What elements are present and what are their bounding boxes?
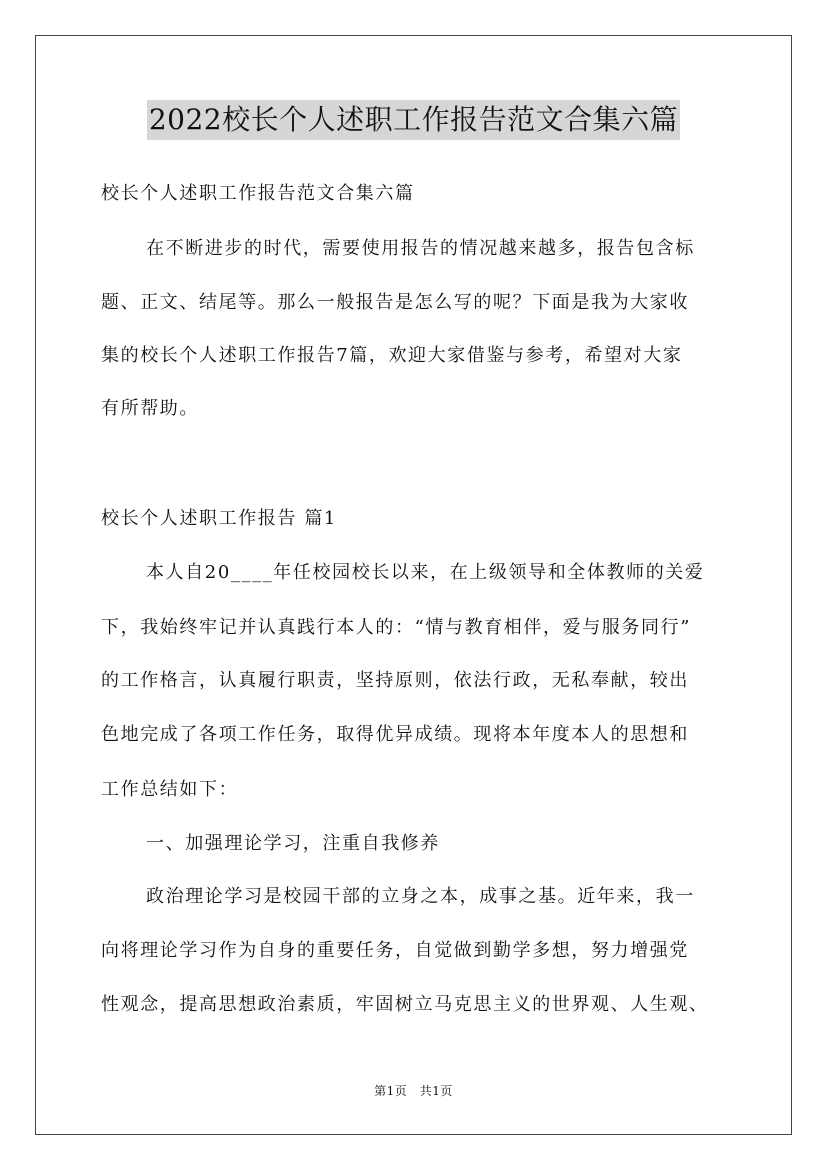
body-line: 性观念，提高思想政治素质，牢固树立马克思主义的世界观、人生观、	[101, 994, 709, 1015]
body-line: 政治理论学习是校园干部的立身之本，成事之基。近年来，我一	[146, 886, 695, 907]
body-line: 下，我始终牢记并认真践行本人的：“情与教育相伴，爱与服务同行”	[101, 617, 692, 638]
body-line: 色地完成了各项工作任务，取得优异成绩。现将本年度本人的思想和	[101, 724, 689, 745]
document-title	[0, 100, 827, 142]
body-line: 的工作格言，认真履行职责，坚持原则，依法行政，无私奉献，较出	[101, 670, 689, 691]
body-line: 本人自20____年任校园校长以来，在上级领导和全体教师的关爱	[146, 562, 705, 583]
document-title-text: 2022校长个人述职工作报告范文合集六篇	[147, 100, 680, 140]
body-line: 工作总结如下：	[101, 779, 239, 800]
page-number: 第1页 共1页	[374, 1084, 453, 1098]
section-heading: 校长个人述职工作报告 篇1	[101, 508, 337, 529]
intro-line: 有所帮助。	[101, 398, 199, 419]
intro-line: 题、正文、结尾等。那么一般报告是怎么写的呢？下面是我为大家收	[101, 292, 689, 313]
subheading: 一、加强理论学习，注重自我修养	[146, 833, 440, 854]
body-line: 向将理论学习作为自身的重要任务，自觉做到勤学多想，努力增强党	[101, 940, 689, 961]
document-subtitle: 校长个人述职工作报告范文合集六篇	[101, 183, 415, 204]
intro-line: 集的校长个人述职工作报告7篇，欢迎大家借鉴与参考，希望对大家	[101, 345, 683, 366]
intro-line: 在不断进步的时代，需要使用报告的情况越来越多，报告包含标	[146, 238, 695, 259]
